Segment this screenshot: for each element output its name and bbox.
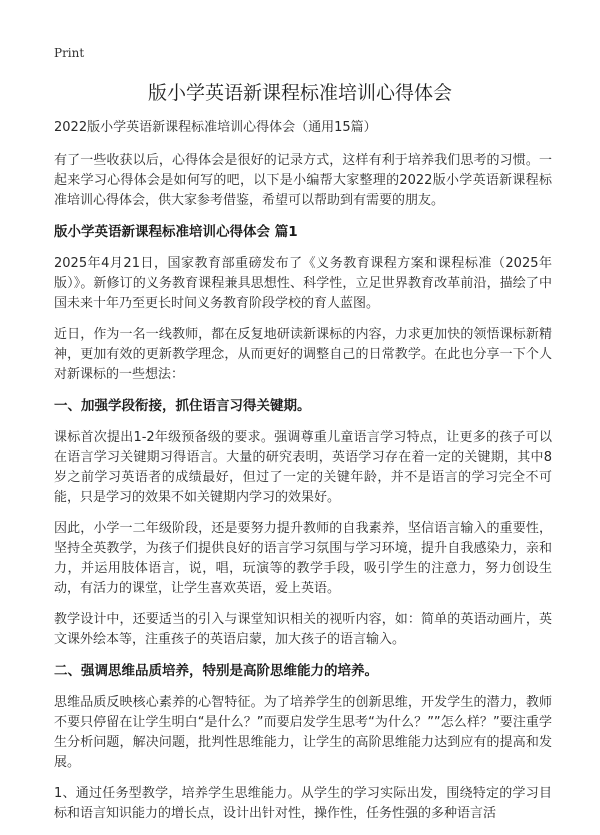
section-heading: 一、加强学段衔接，抓住语言习得关键期。 <box>54 398 311 414</box>
paragraph: 1、通过任务型教学，培养学生思维能力。从学生的学习实际出发，围绕特定的学习目标和语言知识能力的增长点，设计出针对性，操作性，任务性强的多种语言活 <box>54 786 552 821</box>
document-subtitle: 2022版小学英语新课程标准培训心得体会（通用15篇） <box>54 120 377 135</box>
paragraph: 2025年4月21日，国家教育部重磅发布了《义务教育课程方案和课程标准（2025年版）》。新修订的义务教育课程兼具思想性、科学性，立足世界教育改革前沿，描绘了中国未来十年乃至更长时间义务教育阶段学校的育人蓝图。 <box>54 256 552 311</box>
article-heading: 版小学英语新课程标准培训心得体会 篇1 <box>54 224 298 240</box>
section-heading: 二、强调思维品质培养，特别是高阶思维能力的培养。 <box>54 663 378 679</box>
paragraph: 近日，作为一名一线教师，都在反复地研读新课标的内容，力求更加快的领悟课标新精神，更加有效的更新教学理念，从而更好的调整自己的日常教学。在此也分享一下个人对新课标的一些想法： <box>54 327 552 382</box>
paragraph: 思维品质反映核心素养的心智特征。为了培养学生的创新思维，开发学生的潜力，教师不要只停留在让学生明白“是什么？”而要启发学生思考“为什么？””怎么样？”要注重学生分析问题，解决问题，批判性思维能力，让学生的高阶思维能力达到应有的提高和发展。 <box>54 695 552 770</box>
print-link[interactable]: Print <box>54 46 85 60</box>
paragraph: 教学设计中，还要适当的引入与课堂知识相关的视听内容，如：简单的英语动画片，英文课外绘本等，注重孩子的英语启蒙，加大孩子的语言输入。 <box>54 612 552 647</box>
paragraph: 因此，小学一二年级阶段，还是要努力提升教师的自我素养，坚信语言输入的重要性，坚持全英教学，为孩子们提供良好的语言学习氛围与学习环境，提升自我感染力，亲和力，并运用肢体语言，说，唱，玩演等的教学手段，吸引学生的注意力，努力创设生动，有活力的课堂，让学生喜欢英语，爱上英语。 <box>54 521 552 596</box>
page-title: 版小学英语新课程标准培训心得体会 <box>147 82 452 104</box>
article-body <box>54 118 552 835</box>
intro-paragraph: 有了一些收获以后，心得体会是很好的记录方式，这样有利于培养我们思考的习惯。一起来学习心得体会是如何写的吧，以下是小编帮大家整理的2022版小学英语新课程标准培训心得体会，供大家参考借鉴，希望可以帮助到有需要的朋友。 <box>54 153 552 208</box>
paragraph: 课标首次提出1-2年级预备级的要求。强调尊重儿童语言学习特点，让更多的孩子可以在语言学习关键期习得语言。大量的研究表明，英语学习存在着一定的关键期，其中8岁之前学习英语者的成绩最好，但过了一定的关键年龄，并不是语言的学习完全不可能，只是学习的效果不如关键期内学习的效果好。 <box>54 430 552 505</box>
